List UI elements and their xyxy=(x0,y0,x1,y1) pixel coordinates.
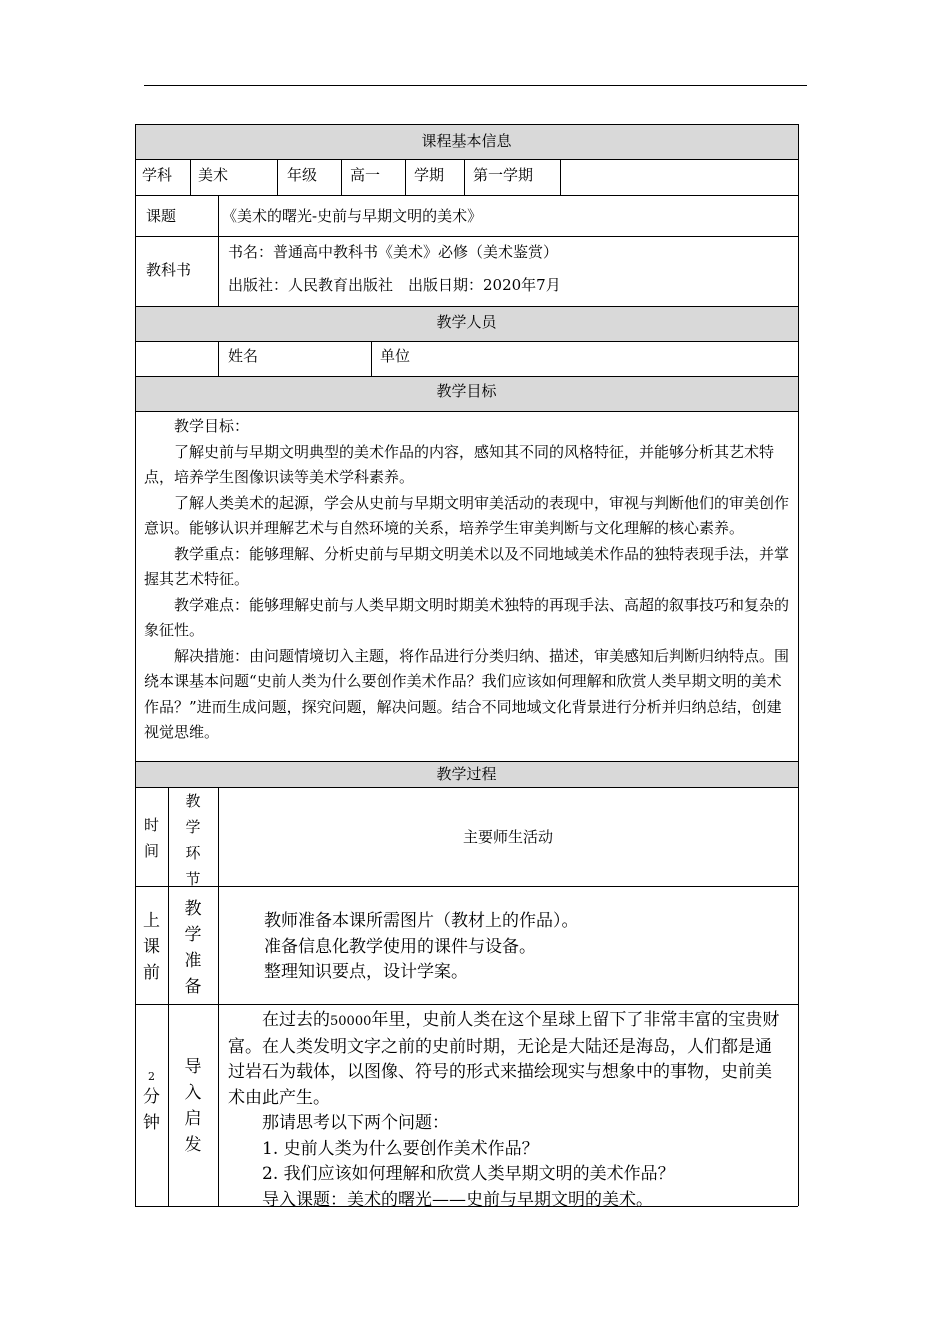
header-activity: 主要师生活动 xyxy=(462,828,553,846)
topic-value: 《美术的曙光-史前与早期文明的美术》 xyxy=(222,207,483,225)
header-time: 时 间 xyxy=(143,816,159,860)
grid-line xyxy=(218,787,219,1206)
intro-question-2: 2. 我们应该如何理解和欣赏人类早期文明的美术作品？ xyxy=(262,1164,675,1184)
section-goals: 教学目标 xyxy=(135,376,798,411)
staff-unit-label: 单位 xyxy=(380,347,411,365)
grid-line xyxy=(135,761,798,762)
intro-question-1: 1. 史前人类为什么要创作美术作品？ xyxy=(262,1138,539,1159)
goals-key-point: 教学重点：能够理解、分析史前与早期文明美术以及不同地域美术作品的独特表现手法，并掌握其艺术特征。 xyxy=(144,544,790,588)
grade-label: 年级 xyxy=(287,166,318,184)
staff-name-label: 姓名 xyxy=(228,347,259,365)
row-before-class-stage: 教 学 准 备 xyxy=(184,899,202,997)
grid-line xyxy=(190,159,191,195)
textbook-name: 书名：普通高中教科书《美术》必修（美术鉴赏） xyxy=(228,243,559,261)
grid-line xyxy=(218,341,219,376)
prep-line: 整理知识要点，设计学案。 xyxy=(264,962,468,982)
prep-line: 教师准备本课所需图片（教材上的作品）。 xyxy=(264,911,579,931)
topic-label: 课题 xyxy=(146,207,177,225)
row-before-class-time: 上 课 前 xyxy=(143,911,160,983)
section-staff: 教学人员 xyxy=(135,306,798,341)
grid-line xyxy=(135,1004,798,1005)
grid-line xyxy=(168,787,169,1206)
goals-p2: 了解人类美术的起源，学会从史前与早期文明审美活动的表现中，审视与判断他们的审美创作意识。能够认识并理解艺术与自然环境的关系，培养学生审美判断与文化理解的核心素养。 xyxy=(144,493,790,537)
grid-line xyxy=(218,195,219,306)
row-intro-activity xyxy=(228,1008,784,1213)
header-stage: 教 学 环 节 xyxy=(185,792,201,888)
section-process: 教学过程 xyxy=(135,761,798,787)
grid-line xyxy=(341,159,342,195)
grid-line xyxy=(371,341,372,376)
goals-heading: 教学目标： xyxy=(174,417,250,435)
grid-line xyxy=(135,124,798,125)
section-basic-info: 课程基本信息 xyxy=(135,124,798,159)
intro-lead: 导入课题：美术的曙光——史前与早期文明的美术。 xyxy=(262,1189,653,1210)
grid-line xyxy=(135,886,798,887)
intro-paragraph: 在过去的50000年里，史前人类在这个星球上留下了非常丰富的宝贵财富。在人类发明文字之前的史前时期，无论是大陆还是海岛，人们都是通过岩石为载体，以图像、符号的形式来描绘现实与想象中的事物，史前美术由此产生。 xyxy=(228,1010,780,1108)
grid-line xyxy=(277,159,278,195)
grid-line xyxy=(135,306,798,307)
subject-value: 美术 xyxy=(198,166,229,184)
grid-line xyxy=(560,159,561,195)
publisher: 出版社：人民教育出版社 出版日期：2020年7月 xyxy=(228,276,561,294)
term-label: 学期 xyxy=(414,166,445,184)
term-value: 第一学期 xyxy=(473,166,534,184)
header-rule xyxy=(144,85,807,86)
goals-p1: 了解史前与早期文明典型的美术作品的内容，感知其不同的风格特征，并能够分析其艺术特点，培养学生图像识读等美术学科素养。 xyxy=(144,442,775,486)
row-intro-time: 2 分 钟 xyxy=(143,1070,160,1133)
grid-line xyxy=(135,124,136,1206)
grid-line xyxy=(798,124,799,1206)
prep-line: 准备信息化教学使用的课件与设备。 xyxy=(264,936,536,957)
row-before-class-activity xyxy=(264,909,784,986)
goals-difficulty: 教学难点：能够理解史前与人类早期文明时期美术独特的再现手法、高超的叙事技巧和复杂的象征性。 xyxy=(144,595,790,639)
row-intro-stage: 导 入 启 发 xyxy=(184,1057,202,1155)
grid-line xyxy=(135,159,798,160)
grid-line xyxy=(405,159,406,195)
goals-solution: 解决措施：由问题情境切入主题，将作品进行分类归纳、描述，审美感知后判断归纳特点。围绕本课基本问题“史前人类为什么要创作美术作品？我们应该如何理解和欣赏人类早期文明的美术作品？”进而生成问题，探究问题，解决问题。结合不同地域文化背景进行分析并归纳总结，创建视觉思维。 xyxy=(144,646,790,741)
grid-line xyxy=(135,376,798,377)
grid-line xyxy=(464,159,465,195)
grid-line xyxy=(135,236,798,237)
grid-line xyxy=(135,787,798,788)
intro-think: 那请思考以下两个问题： xyxy=(262,1113,449,1133)
subject-label: 学科 xyxy=(142,166,173,184)
grid-line xyxy=(135,1206,798,1207)
grid-line xyxy=(135,195,798,196)
goals-body xyxy=(144,414,792,746)
grid-line xyxy=(135,411,798,412)
grid-line xyxy=(135,341,798,342)
grade-value: 高一 xyxy=(350,166,381,184)
textbook-label: 教科书 xyxy=(146,261,192,279)
